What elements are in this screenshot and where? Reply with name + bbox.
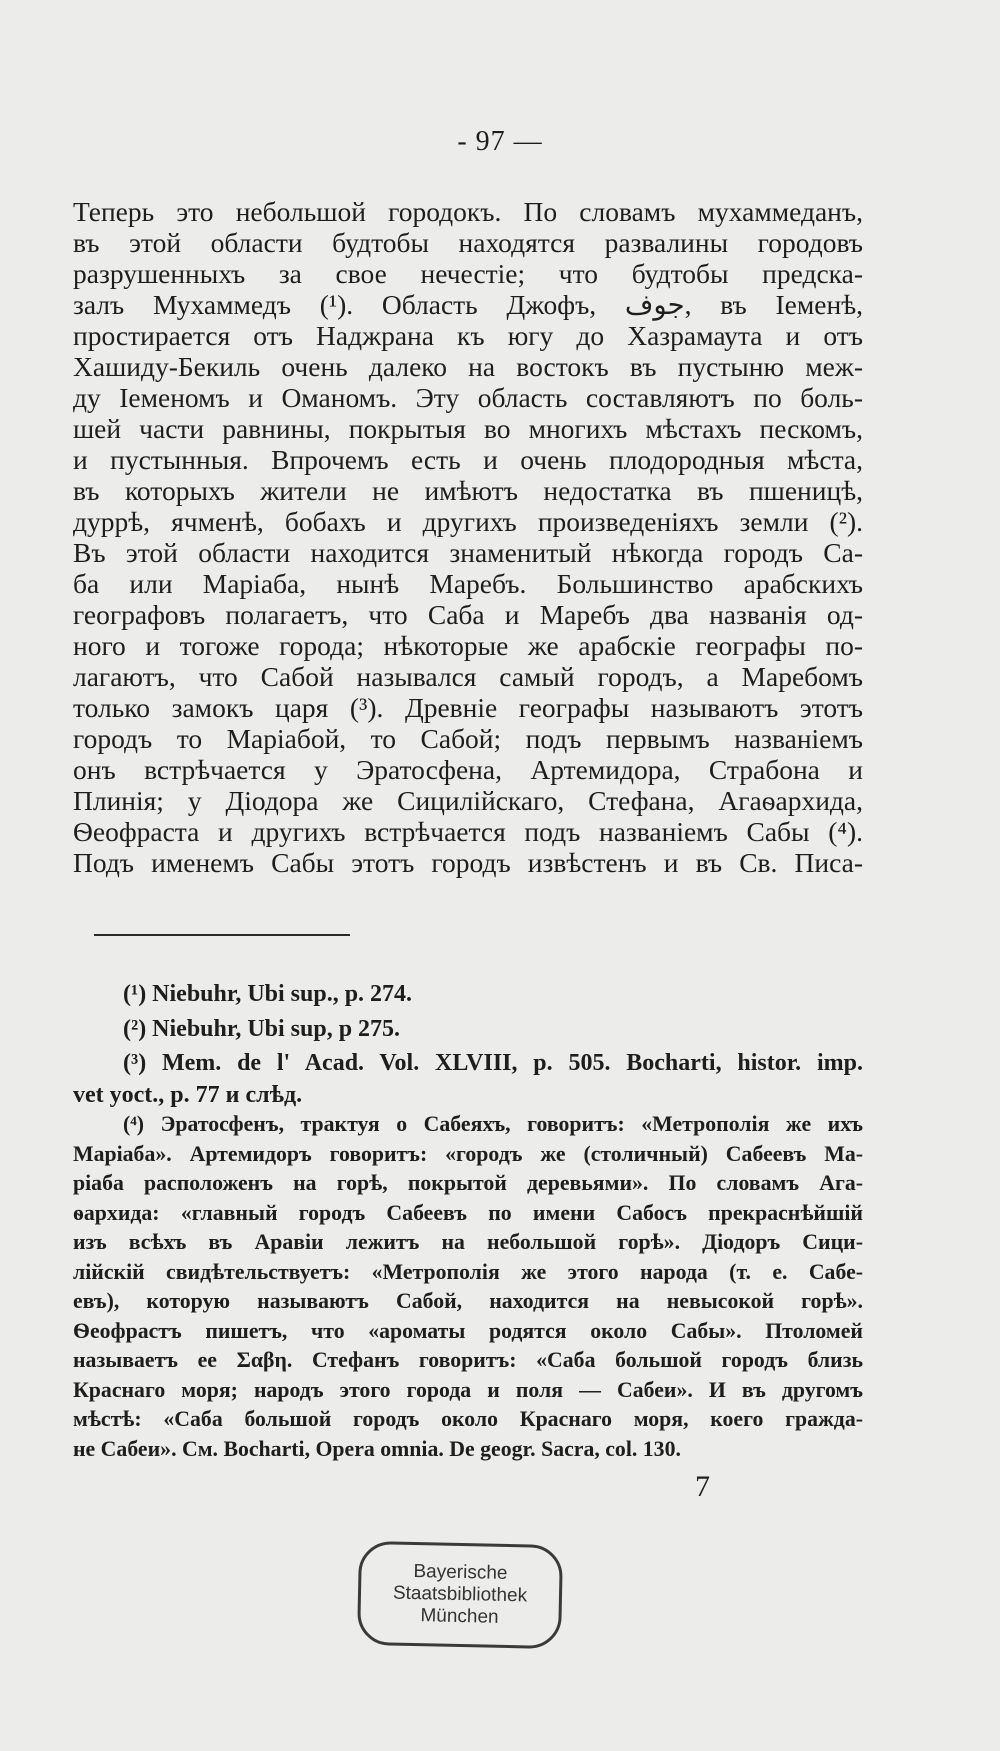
footnote-text: (⁴) Эратосфенъ, трактуя о Сабеяхъ, говоритъ: «Метрополія же ихъ	[123, 1112, 863, 1136]
text-line: простирается отъ Наджрана къ югу до Хазрамаута и отъ	[73, 320, 863, 351]
footnote-text: Маріаба». Артемидоръ говоритъ: «городъ же (столичный) Сабеевъ Ма-	[73, 1141, 863, 1166]
text-line: городъ то Маріабой, то Сабой; подъ первымъ названіемъ	[73, 723, 863, 754]
footnote-text: Ѳеофрастъ пишетъ, что «ароматы родятся около Сабы». Птоломей	[73, 1318, 863, 1343]
page-number: - 97 —	[457, 126, 543, 157]
text-line: лагаютъ, что Сабой назывался самый городъ, а Маребомъ	[73, 661, 863, 692]
text-line: Ѳеофраста и другихъ встрѣчается подъ названіемъ Сабы (⁴).	[73, 816, 863, 847]
text-line: ба или Маріаба, нынѣ Маребъ. Большинство арабскихъ	[73, 568, 863, 599]
footnote-text: мѣстѣ: «Саба большой городъ около Краснаго моря, коего гражда-	[73, 1407, 863, 1431]
main-text-block	[73, 196, 863, 878]
text-line: дуррѣ, ячменѣ, бобахъ и другихъ произведеніяхъ земли (²).	[73, 506, 863, 537]
text-line: Плинія; у Діодора же Сицилійскаго, Стефана, Агаѳархида,	[73, 785, 863, 816]
text-line: Въ этой области находится знаменитый нѣкогда городъ Са-	[73, 537, 863, 568]
footnote-text: изъ всѣхъ въ Аравіи лежитъ на небольшой горѣ». Діодоръ Сици-	[73, 1230, 863, 1254]
text-line: въ которыхъ жители не имѣютъ недостатка въ пшеницѣ,	[73, 475, 863, 506]
text-line: въ этой области будтобы находятся развалины городовъ	[73, 227, 863, 258]
footnote-text: ѳархида: «главный городъ Сабеевъ по имени Сабосъ прекраснѣйшій	[73, 1200, 863, 1225]
library-stamp	[357, 1541, 563, 1649]
signature-mark: 7	[695, 1470, 710, 1503]
footnote-text: (¹) Niebuhr, Ubi sup., p. 274.	[123, 981, 413, 1007]
footnote-text: евъ), которую называютъ Сабой, находится на невысокой горѣ».	[73, 1289, 863, 1313]
footnote-text: лійскій свидѣтельствуетъ: «Метрополія же этого народа (т. е. Сабе-	[73, 1259, 863, 1284]
footnote-text: не Сабеи». См. Bocharti, Opera omnia. De geogr. Sacra, col. 130.	[73, 1436, 681, 1461]
text-line: географовъ полагаетъ, что Саба и Маребъ два названія од-	[73, 599, 863, 630]
text-line: ного и тогоже города; нѣкоторые же арабскіе географы по-	[73, 630, 863, 661]
footnote-text: Краснаго моря; народъ этого города и поля — Сабеи». И въ другомъ	[73, 1377, 863, 1402]
footnote-text: (³) Mem. de l' Acad. Vol. XLVIII, p. 505. Bocharti, histor. imp.	[123, 1050, 863, 1076]
footnote-divider	[94, 934, 350, 936]
footnote-text: называетъ ее Σαβη. Стефанъ говоритъ: «Саба большой городъ близь	[73, 1348, 863, 1372]
stamp-line: Bayerische	[413, 1561, 508, 1584]
footnote-text: vet yoct., p. 77 и слѣд.	[73, 1082, 303, 1108]
text-line: ду Іеменомъ и Оманомъ. Эту область составляютъ по боль-	[73, 382, 863, 413]
text-line: онъ встрѣчается у Эратосфена, Артемидора, Страбона и	[73, 754, 863, 785]
footnote-text: (²) Niebuhr, Ubi sup, p 275.	[123, 1016, 401, 1042]
text-line: Теперь это небольшой городокъ. По словамъ мухаммеданъ,	[73, 196, 863, 227]
text-line: Подъ именемъ Сабы этотъ городъ извѣстенъ и въ Св. Писа-	[73, 847, 863, 878]
text-line: шей части равнины, покрытыя во многихъ мѣстахъ пескомъ,	[73, 413, 863, 444]
stamp-line: Staatsbibliothek	[392, 1582, 528, 1607]
footnote-text: ріаба расположенъ на горѣ, покрытой деревьями». По словамъ Ага-	[73, 1171, 863, 1195]
footnote-3	[73, 1047, 863, 1111]
text-line: и пустынныя. Впрочемъ есть и очень плодородныя мѣста,	[73, 444, 863, 475]
footnote-2	[73, 1013, 863, 1045]
stamp-line: München	[420, 1605, 499, 1628]
text-line: залъ Мухаммедъ (¹). Область Джофъ, جوف, въ Іеменѣ,	[73, 289, 863, 320]
text-line: разрушенныхъ за свое нечестіе; что будтобы предска-	[73, 258, 863, 289]
text-line: Хашиду-Бекиль очень далеко на востокъ въ пустыню меж-	[73, 351, 863, 382]
footnote-4	[73, 1110, 863, 1464]
footnote-1	[73, 978, 863, 1010]
text-line: только замокъ царя (³). Древніе географы называютъ этотъ	[73, 692, 863, 723]
